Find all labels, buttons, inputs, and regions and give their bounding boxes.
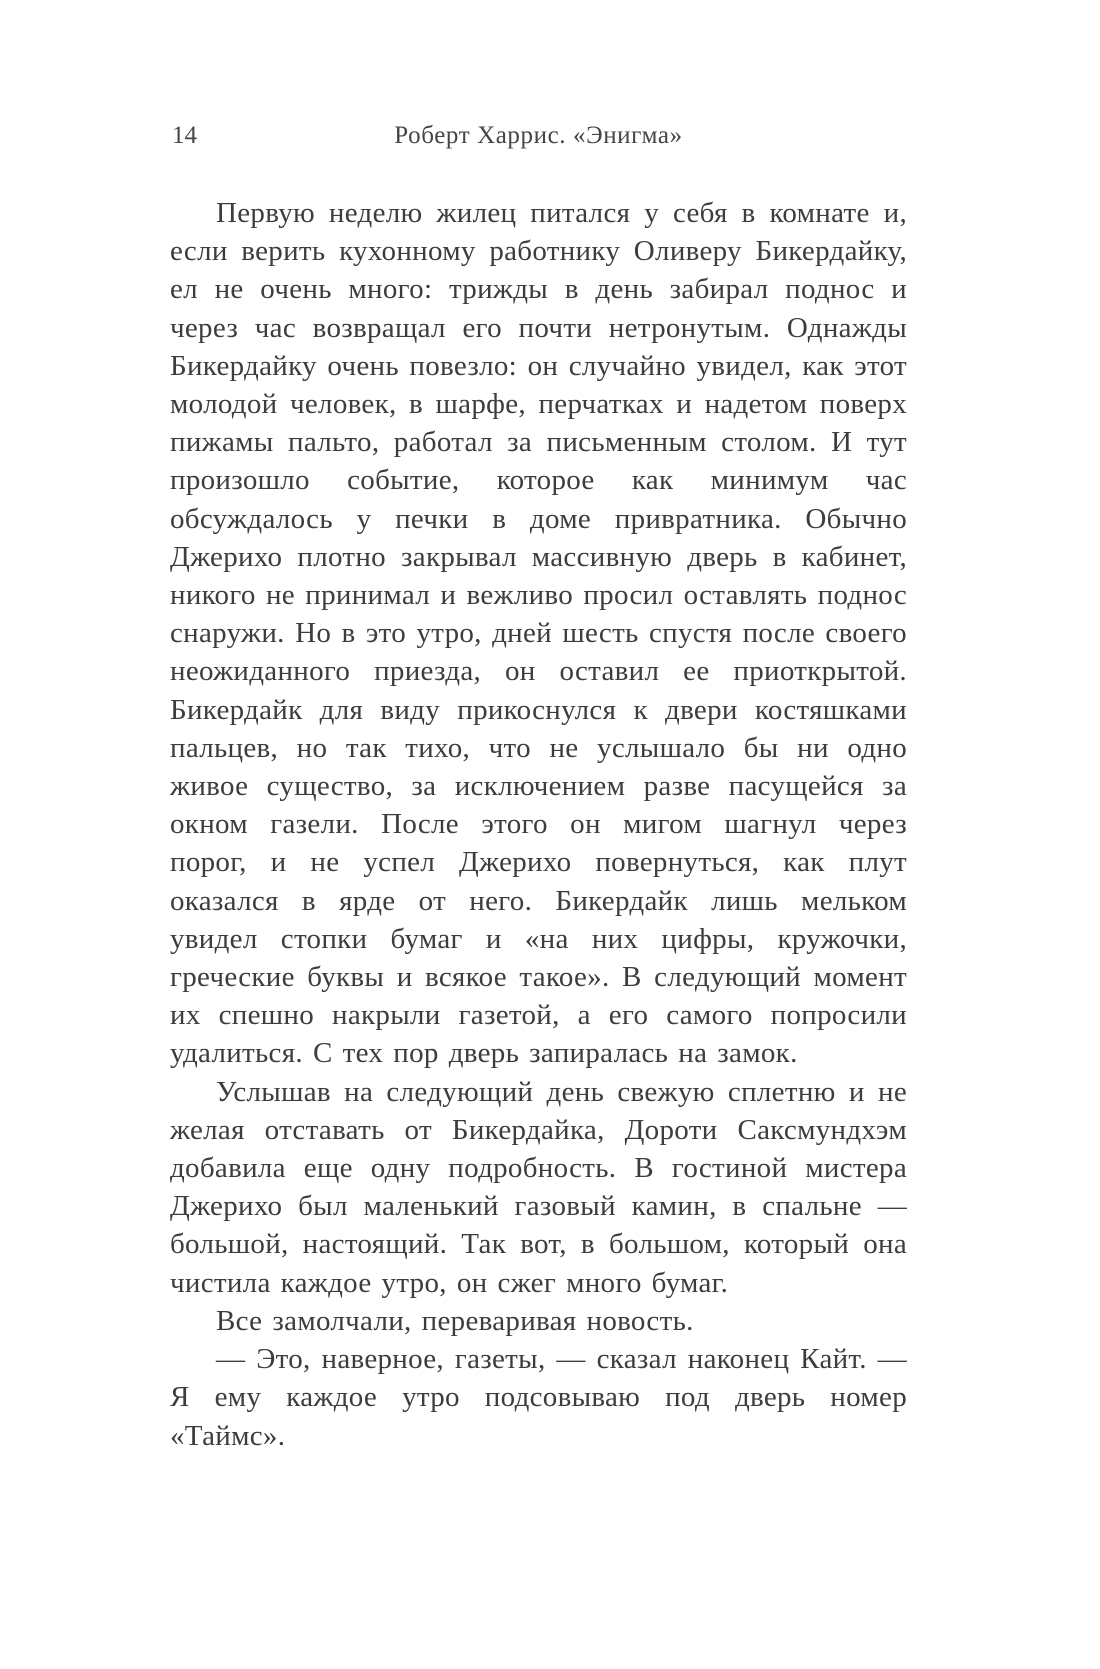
paragraph: — Это, наверное, газеты, — сказал наконец Кайт. — Я ему каждое утро подсовываю под дверь номер «Таймс». (170, 1343, 907, 1452)
page-number: 14 (172, 122, 197, 149)
page-body (170, 194, 907, 1455)
page-header (170, 122, 907, 154)
running-head: Роберт Харрис. «Энигма» (394, 122, 683, 149)
paragraph: Услышав на следующий день свежую сплетню и не желая отставать от Бикердайка, Дороти Саксмундхэм добавила еще одну подробность. В гостиной мистера Джерихо был маленький газовый камин, в спальне — большой, настоящий. Так вот, в большом, который она чистила каждое утро, он сжег много бумаг. (170, 1075, 907, 1299)
paragraph: Все замолчали, переваривая новость. (216, 1304, 694, 1337)
book-page (170, 122, 907, 1455)
paragraph: Первую неделю жилец питался у себя в комнате и, если верить кухонному работнику Оливеру Бикердайку, ел не очень много: трижды в день забирал поднос и через час возвращал его почти нетронутым. Однажды Бикердайку очень повезло: он случайно увидел, как этот молодой человек, в шарфе, перчатках и надетом поверх пижамы пальто, работал за письменным столом. И тут произошло событие, которое как минимум час обсуждалось у печки в доме привратника. Обычно Джерихо плотно закрывал массивную дверь в кабинет, никого не принимал и вежливо просил оставлять поднос снаружи. Но в это утро, дней шесть спустя после своего неожиданного приезда, он оставил ее приоткрытой. Бикердайк для виду прикоснулся к двери костяшками пальцев, но так тихо, что не услышало бы ни одно живое существо, за исключением разве пасущейся за окном газели. После этого он мигом шагнул через порог, и не успел Джерихо повернуться, как плут оказался в ярде от него. Бикердайк лишь мельком увидел стопки бумаг и «на них цифры, кружочки, греческие буквы и всякое такое». В следующий момент их спешно накрыли газетой, а его самого попросили удалиться. С тех пор дверь запиралась на замок. (170, 197, 907, 1070)
